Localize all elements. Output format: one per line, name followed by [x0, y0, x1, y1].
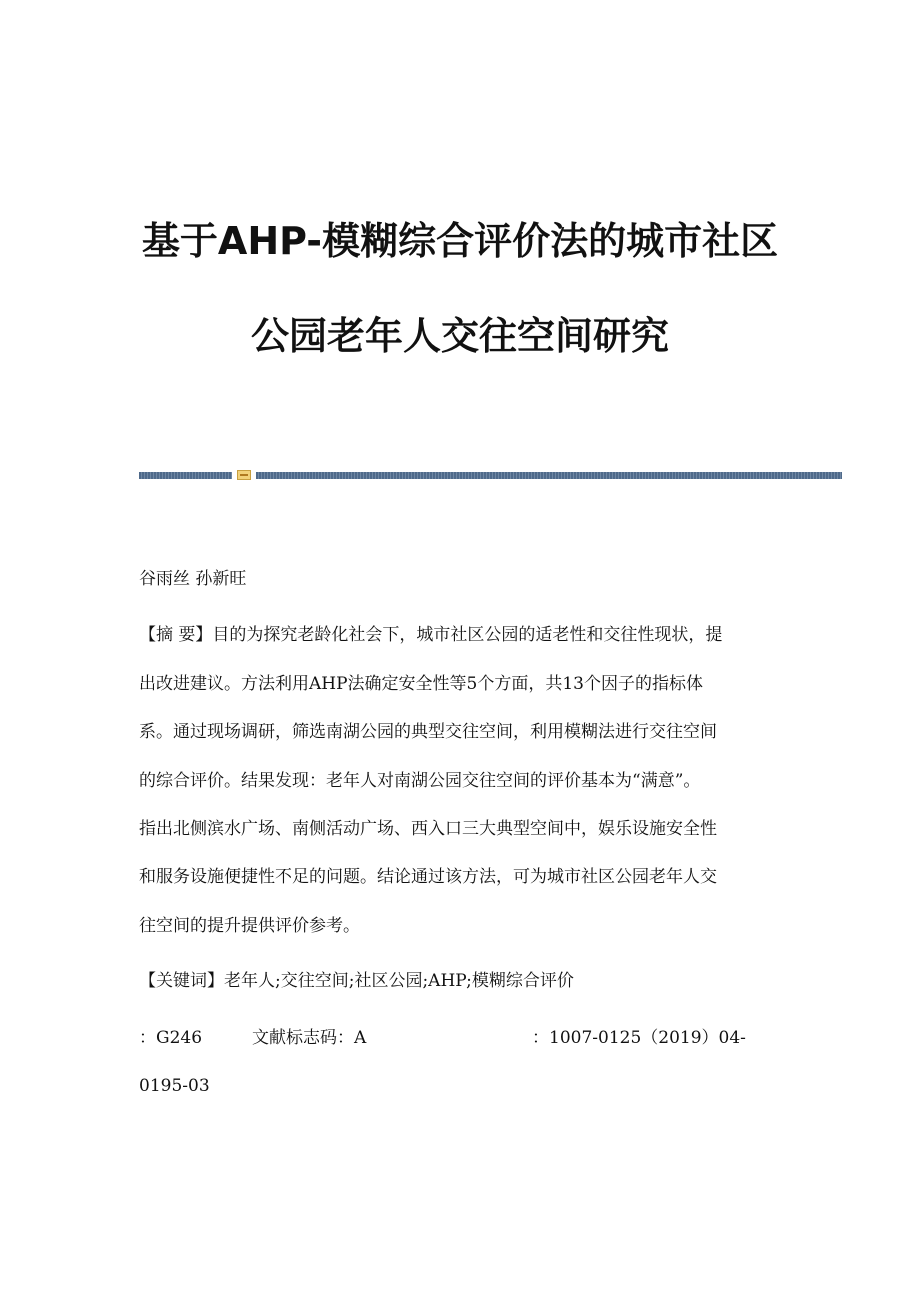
keywords: 【关键词】老年人;交往空间;社区公园;AHP;模糊综合评价 [139, 971, 574, 991]
divider-bar-left [139, 472, 232, 479]
abstract-line: 往空间的提升提供评价参考。 [139, 916, 360, 936]
clc-number: ：G246 [139, 1028, 203, 1048]
abstract-line: 的综合评价。结果发现：老年人对南湖公园交往空间的评价基本为“满意”。 [139, 771, 701, 791]
abstract-line: 和服务设施便捷性不足的问题。结论通过该方法，可为城市社区公园老年人交 [139, 867, 717, 887]
abstract-line: 【摘 要】目的为探究老龄化社会下，城市社区公园的适老性和交往性现状，提 [139, 625, 723, 645]
abstract-line: 出改进建议。方法利用AHP法确定安全性等5个方面，共13个因子的指标体 [139, 674, 703, 694]
abstract-line: 指出北侧滨水广场、南侧活动广场、西入口三大典型空间中，娱乐设施安全性 [139, 819, 717, 839]
abstract-line: 系。通过现场调研，筛选南湖公园的典型交往空间，利用模糊法进行交往空间 [139, 722, 717, 742]
divider-bar-right [256, 472, 842, 479]
page-title: 基于AHP-模糊综合评价法的城市社区 [141, 219, 779, 263]
article-number-cont: 0195-03 [139, 1076, 210, 1096]
page-subtitle: 公园老年人交往空间研究 [250, 314, 669, 358]
divider-ornament-icon [237, 470, 251, 480]
article-number: ：1007-0125（2019）04- [532, 1028, 746, 1048]
title-divider [139, 470, 842, 480]
document-code: 文献标志码：A [252, 1028, 367, 1048]
authors: 谷雨丝 孙新旺 [139, 569, 247, 589]
